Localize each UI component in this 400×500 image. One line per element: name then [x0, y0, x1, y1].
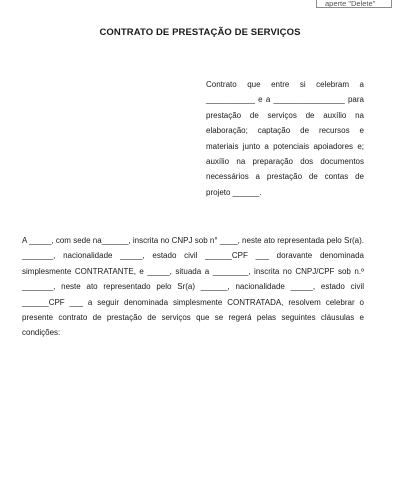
- body-paragraph: A _____, com sede na______, inscrita no CNPJ sob n° ____, neste ato representada pelo Sr(a). _______, nacionalidade _____, estado civil ______CPF ___ doravante denominada simplesmente CONTRATANTE, e _____, situada a ________, inscrita no CNPJ/CPF sob n.º _______, neste ato representado pelo Sr(a) ______, nacionalidade _____, estado civil ______CPF ___ a seguir denominada simplesmente CONTRATADA, resolvem celebrar o presente contrato de prestação de serviços que se regerá pelas seguintes cláusulas e condições:: [22, 236, 364, 338]
- delete-note-text: aperte "Delete": [325, 0, 376, 8]
- preamble-text: Contrato que entre si celebram a ___________ e a ________________ para prestação de serviços de auxílio na elaboração; captação de recursos e materiais junto a potenciais apoiadores e; auxílio na preparação dos documentos necessários a prestação de contas de projeto ______.: [206, 80, 364, 197]
- delete-note-box: [316, 0, 392, 8]
- contract-preamble: [206, 77, 364, 200]
- contract-body: [22, 233, 364, 341]
- document-title: CONTRATO DE PRESTAÇÃO DE SERVIÇOS: [99, 27, 301, 38]
